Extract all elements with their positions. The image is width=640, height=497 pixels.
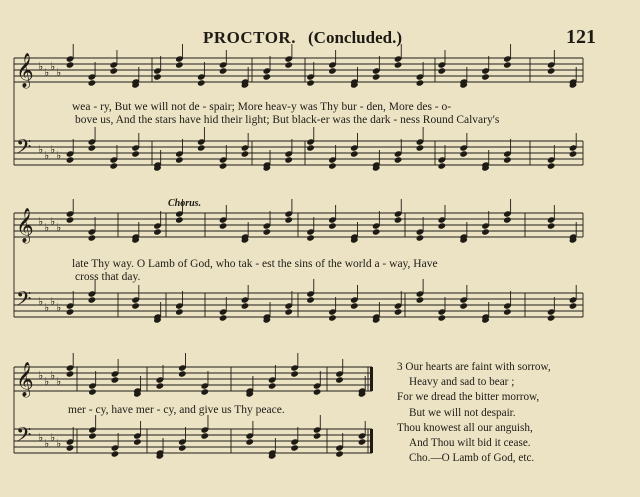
notehead (219, 67, 228, 74)
notehead (503, 308, 512, 315)
notehead (313, 432, 322, 439)
verse-3 (397, 360, 551, 466)
notehead (284, 308, 293, 315)
notehead (438, 67, 447, 74)
bass-clef-icon: 𝄢 (16, 135, 32, 163)
notehead (111, 376, 120, 383)
hymn-subtitle: (Concluded.) (308, 28, 402, 47)
notehead (416, 234, 425, 241)
notehead (328, 314, 337, 321)
flat-sign-icon: ♭ (56, 301, 62, 314)
flat-sign-icon: ♭ (38, 215, 44, 228)
flat-sign-icon: ♭ (56, 149, 62, 162)
notehead (547, 314, 556, 321)
bass-clef-icon: 𝄢 (16, 287, 32, 315)
notehead (350, 150, 359, 157)
notehead (372, 228, 381, 235)
notehead (88, 388, 97, 395)
notehead (416, 79, 425, 86)
flat-sign-icon: ♭ (44, 301, 50, 314)
verse-line: And Thou wilt bid it cease. (409, 437, 531, 450)
notehead (111, 450, 120, 457)
notehead (290, 370, 299, 377)
system2-lyrics-verse2: cross that day. (75, 271, 141, 283)
notehead (268, 382, 277, 389)
notehead (131, 302, 140, 309)
notehead (306, 144, 315, 151)
verse-line: For we dread the bitter morrow, (397, 391, 540, 404)
notehead (547, 67, 556, 74)
notehead (66, 444, 75, 451)
flat-sign-icon: ♭ (44, 375, 50, 388)
notehead (131, 150, 140, 157)
notehead (66, 308, 75, 315)
notehead (263, 73, 272, 80)
notehead (438, 162, 447, 169)
notehead (313, 388, 322, 395)
notehead (503, 216, 512, 223)
system3-lyrics-verse1: mer - cy, have mer - cy, and give us Thy peace. (68, 404, 285, 416)
notehead (178, 370, 187, 377)
final-barline-thick (370, 429, 373, 453)
notehead (306, 79, 315, 86)
notehead (263, 228, 272, 235)
notehead (328, 222, 337, 229)
notehead (394, 61, 403, 68)
flat-sign-icon: ♭ (56, 66, 62, 79)
notehead (197, 79, 206, 86)
notehead (306, 234, 315, 241)
notehead (547, 222, 556, 229)
notehead (416, 296, 425, 303)
notehead (88, 79, 97, 86)
verse-line: 3 Our hearts are faint with sorrow, (397, 361, 551, 373)
flat-sign-icon: ♭ (50, 295, 56, 308)
notehead (459, 150, 468, 157)
notehead (394, 308, 403, 315)
hymn-title: PROCTOR. (203, 28, 296, 47)
bass-clef-icon: 𝄢 (16, 423, 32, 451)
notehead (200, 388, 209, 395)
notehead (153, 73, 162, 80)
notehead (200, 432, 209, 439)
system2-lyrics-verse1: late Thy way. O Lamb of God, who tak - est the sins of the world a - way, Have (72, 258, 438, 270)
notehead (372, 73, 381, 80)
notehead (197, 144, 206, 151)
notehead (394, 156, 403, 163)
notehead (88, 234, 97, 241)
notehead (481, 73, 490, 80)
flat-sign-icon: ♭ (44, 437, 50, 450)
treble-clef-icon: 𝄞 (16, 53, 34, 88)
notehead (178, 444, 187, 451)
notehead (481, 228, 490, 235)
notehead (66, 61, 75, 68)
flat-sign-icon: ♭ (44, 221, 50, 234)
verse-line: Heavy and sad to bear ; (409, 376, 515, 389)
notehead (133, 438, 142, 445)
notehead (156, 382, 165, 389)
page-number: 121 (566, 26, 596, 48)
notehead (175, 61, 184, 68)
notehead (284, 216, 293, 223)
chorus-label: Chorus. (168, 198, 202, 209)
notehead (416, 144, 425, 151)
treble-clef-icon: 𝄞 (16, 362, 34, 397)
notehead (438, 314, 447, 321)
notehead (66, 156, 75, 163)
verse-line: But we will not despair. (409, 406, 516, 419)
notehead (569, 150, 578, 157)
notehead (328, 162, 337, 169)
notehead (66, 216, 75, 223)
flat-sign-icon: ♭ (56, 375, 62, 388)
flat-sign-icon: ♭ (50, 215, 56, 228)
notehead (284, 61, 293, 68)
notehead (109, 67, 118, 74)
notehead (569, 302, 578, 309)
flat-sign-icon: ♭ (56, 437, 62, 450)
notehead (503, 156, 512, 163)
notehead (175, 308, 184, 315)
notehead (241, 302, 250, 309)
notehead (88, 144, 97, 151)
notehead (335, 450, 344, 457)
notehead (459, 302, 468, 309)
notehead (350, 302, 359, 309)
notehead (290, 444, 299, 451)
notehead (175, 156, 184, 163)
flat-sign-icon: ♭ (38, 295, 44, 308)
flat-sign-icon: ♭ (56, 221, 62, 234)
notehead (547, 162, 556, 169)
final-barline-thick (370, 367, 373, 391)
system1-lyrics-verse1: wea - ry, But we will not de - spair; More heav-y was Thy bur - den, More des - o- (72, 101, 452, 113)
treble-clef-icon: 𝄞 (16, 208, 34, 243)
notehead (394, 216, 403, 223)
notehead (245, 438, 254, 445)
notehead (503, 61, 512, 68)
notehead (335, 376, 344, 383)
flat-sign-icon: ♭ (38, 60, 44, 73)
flat-sign-icon: ♭ (44, 66, 50, 79)
flat-sign-icon: ♭ (38, 143, 44, 156)
flat-sign-icon: ♭ (50, 60, 56, 73)
notehead (153, 228, 162, 235)
notehead (438, 222, 447, 229)
notehead (88, 296, 97, 303)
notehead (306, 296, 315, 303)
verse-line: Thou knowest all our anguish, (397, 421, 533, 434)
flat-sign-icon: ♭ (50, 143, 56, 156)
notehead (328, 67, 337, 74)
notehead (241, 150, 250, 157)
notehead (66, 370, 75, 377)
notehead (109, 162, 118, 169)
notehead (88, 432, 97, 439)
flat-sign-icon: ♭ (50, 431, 56, 444)
system1-lyrics-verse2: bove us, And the stars have hid their light; But black-er was the dark - ness Round Calvary's (75, 114, 500, 126)
notehead (175, 216, 184, 223)
verse-line: Cho.—O Lamb of God, etc. (409, 452, 535, 465)
flat-sign-icon: ♭ (38, 369, 44, 382)
flat-sign-icon: ♭ (50, 369, 56, 382)
notehead (219, 222, 228, 229)
notehead (284, 156, 293, 163)
flat-sign-icon: ♭ (38, 431, 44, 444)
notehead (358, 438, 367, 445)
flat-sign-icon: ♭ (44, 149, 50, 162)
notehead (219, 314, 228, 321)
notehead (219, 162, 228, 169)
